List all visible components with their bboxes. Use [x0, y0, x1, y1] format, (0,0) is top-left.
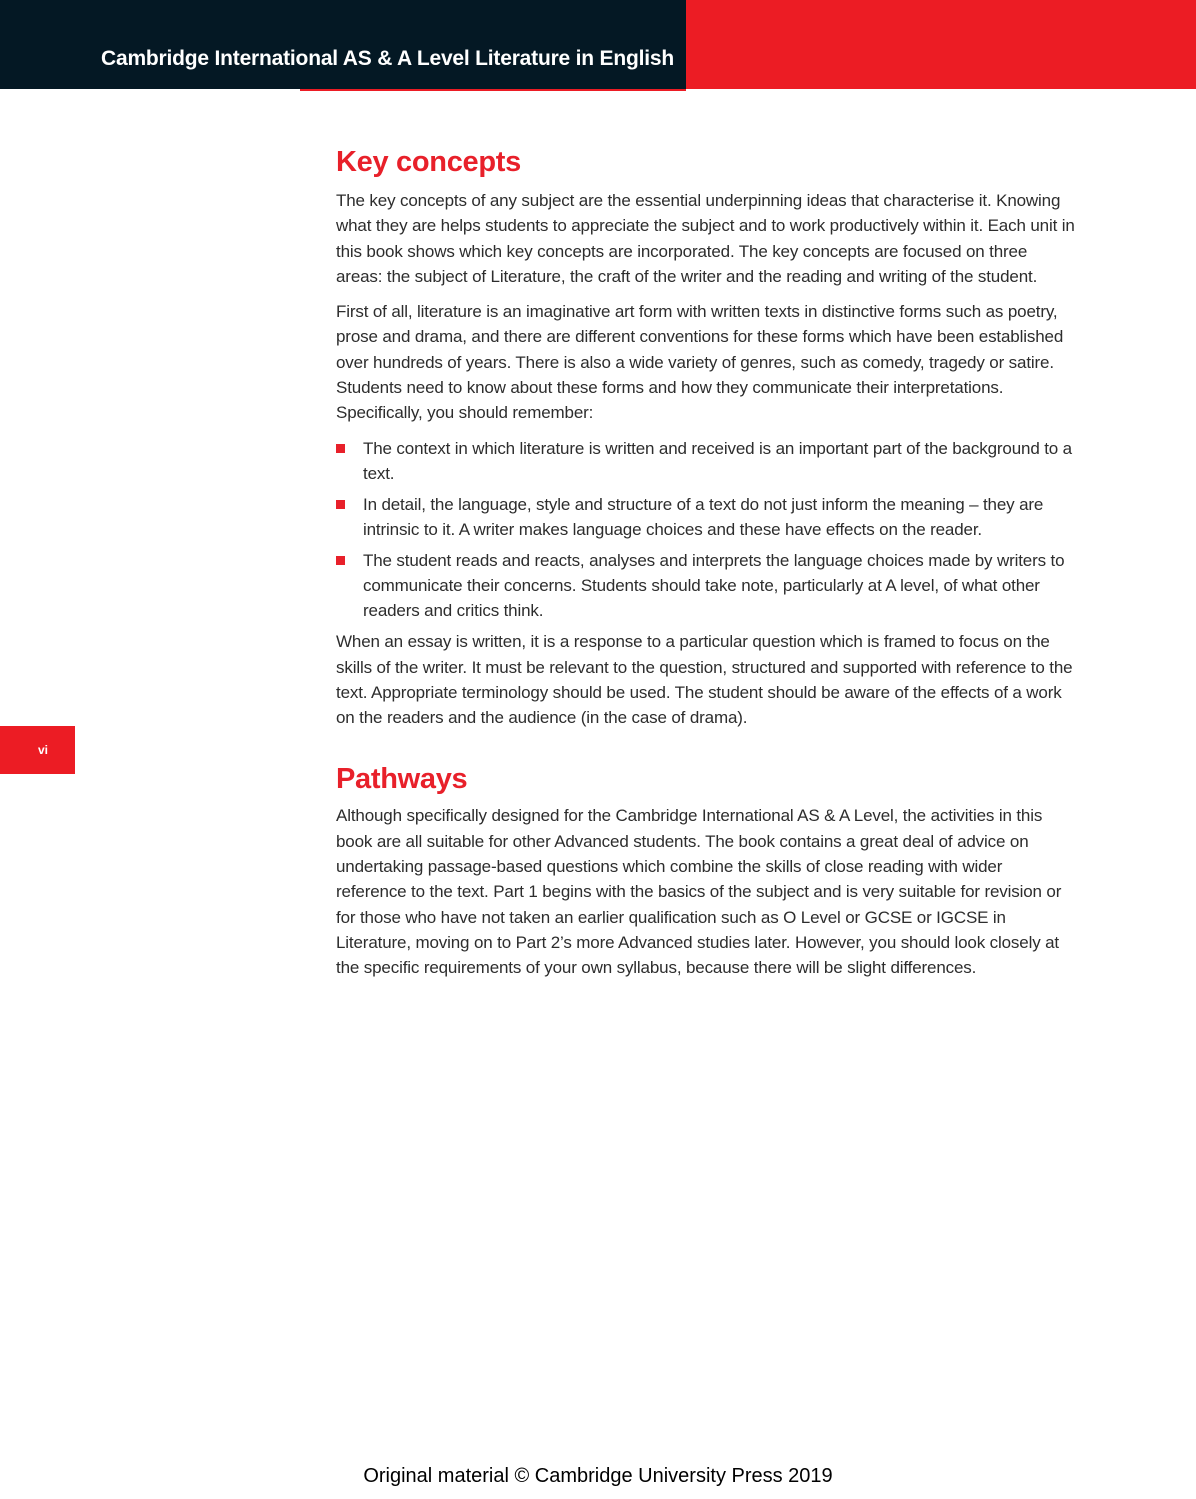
bullet-item — [336, 492, 1076, 543]
square-bullet-icon — [336, 444, 345, 453]
copyright-text: Original material © Cambridge University Press 2019 — [363, 1465, 833, 1487]
page-number-tab — [0, 726, 75, 774]
pathways-heading: Pathways — [336, 763, 468, 796]
bullet-text: In detail, the language, style and structure of a text do not just inform the meaning – they are intrinsic to it. A writer makes language choices and these have effects on the reader. — [363, 494, 1044, 540]
copyright-footer — [0, 1465, 1196, 1488]
header-accent-bar — [686, 0, 1196, 89]
page-number: vi — [38, 743, 49, 757]
header-accent-line — [300, 89, 686, 91]
bullet-item — [336, 548, 1076, 624]
square-bullet-icon — [336, 500, 345, 509]
header-bar — [0, 0, 686, 89]
square-bullet-icon — [336, 556, 345, 565]
bullet-text: The context in which literature is written and received is an important part of the background to a text. — [363, 438, 1072, 483]
book-title: Cambridge International AS & A Level Literature in English — [101, 47, 674, 70]
key-concepts-paragraph-1: The key concepts of any subject are the essential underpinning ideas that characterise it. Knowing what they are helps students to appreciate the subject and to work productively within it. Each unit in this book shows which key concepts are incorporated. The key concepts are focused on three areas: the subject of Literature, the craft of the writer and the reading and writing of the student. — [336, 191, 1075, 286]
key-concepts-paragraph-2: First of all, literature is an imaginative art form with written texts in distinctive forms such as poetry, prose and drama, and there are different conventions for these forms which have been established over hundreds of years. There is also a wide variety of genres, such as comedy, tragedy or satire. Students need to know about these forms and how they communicate their interpretations. Specifically, you should remember: — [336, 302, 1064, 423]
bullet-text: The student reads and reacts, analyses and interprets the language choices made by writers to communicate their concerns. Students should take note, particularly at A level, of what other readers and critics think. — [363, 550, 1065, 621]
pathways-paragraph: Although specifically designed for the Cambridge International AS & A Level, the activities in this book are all suitable for other Advanced students. The book contains a great deal of advice on undertaking passage-based questions which combine the skills of close reading with wider reference to the text. Part 1 begins with the basics of the subject and is very suitable for revision or for those who have not taken an earlier qualification such as O Level or GCSE or IGCSE in Literature, moving on to Part 2’s more Advanced studies later. However, you should look closely at the specific requirements of your own syllabus, because there will be slight differences. — [336, 806, 1062, 978]
key-concepts-heading: Key concepts — [336, 146, 521, 178]
key-concepts-bullet-list — [336, 436, 1076, 624]
main-content — [336, 142, 1076, 981]
bullet-item — [336, 436, 1076, 487]
key-concepts-closing-paragraph: When an essay is written, it is a response to a particular question which is framed to focus on the skills of the writer. It must be relevant to the question, structured and supported with reference to the text. Appropriate terminology should be used. The student should be aware of the effects of a work on the readers and the audience (in the case of drama). — [336, 632, 1073, 728]
